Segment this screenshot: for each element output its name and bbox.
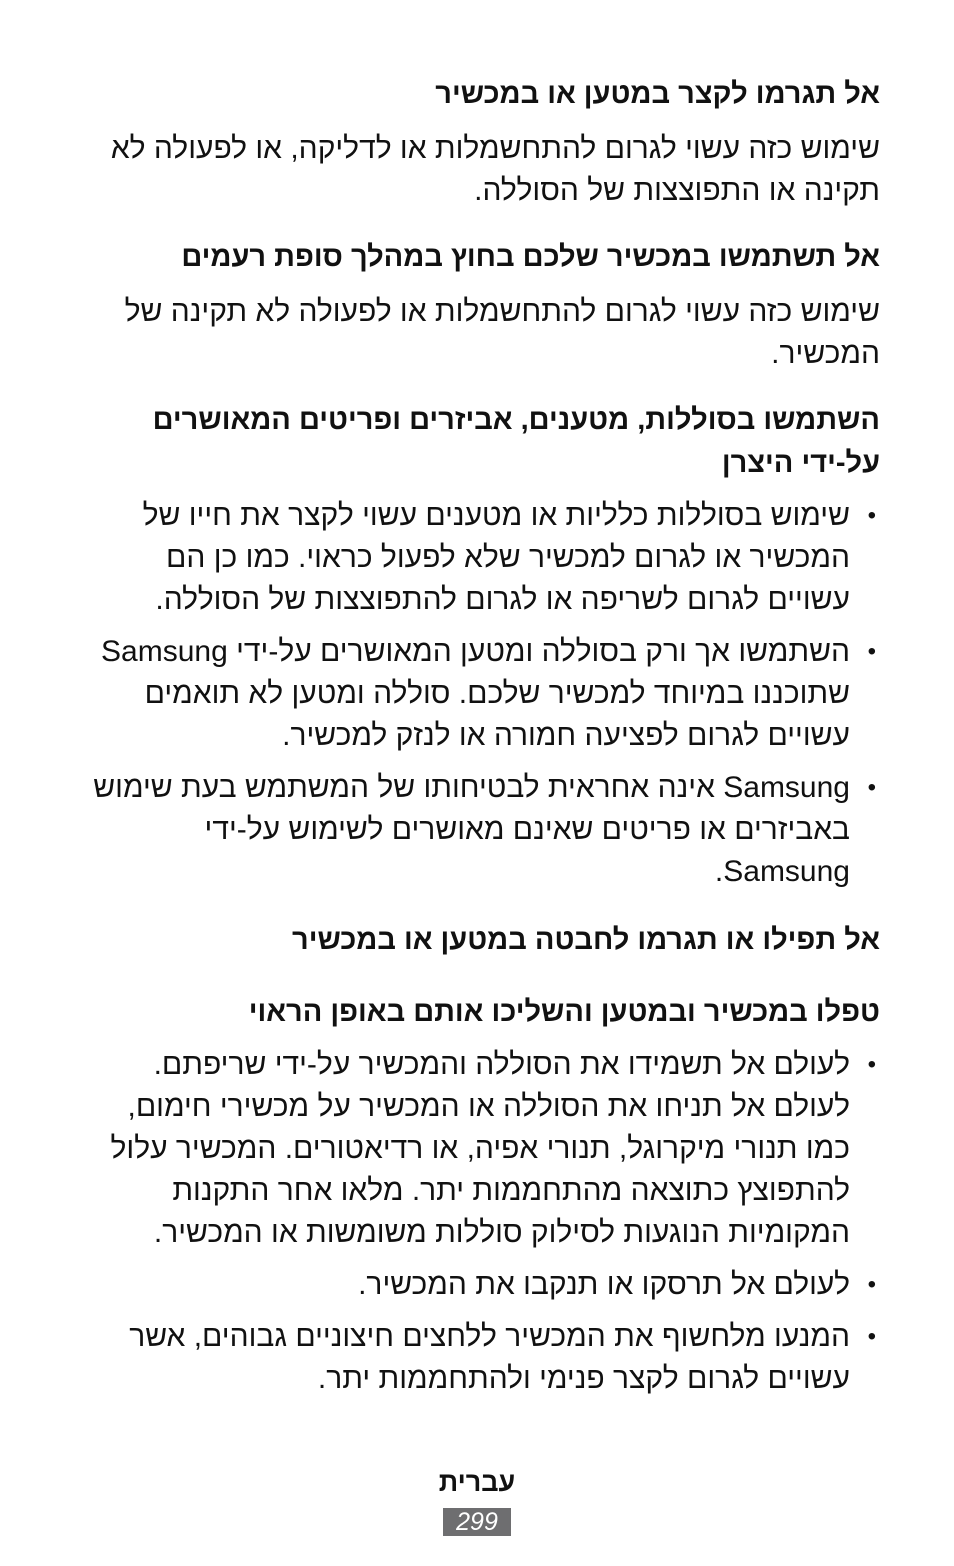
section-heading: טפלו במכשיר ובמטען והשליכו אותם באופן הראוי <box>248 996 880 1028</box>
section-heading: אל תשתמשו במכשיר שלכם בחוץ במהלך סופת רעמים <box>181 241 880 273</box>
section-heading: השתמשו בסוללות, מטענים, אביזרים ופריטים המאושרים על-ידי היצרן <box>152 404 880 479</box>
section-approved-accessories <box>78 399 880 893</box>
footer-language: עברית <box>438 1467 516 1497</box>
section-heading: אל תפילו או תגרמו לחבטה במטען או במכשיר <box>292 924 880 956</box>
list-item: • המנעו מלחשוף את המכשיר ללחצים חיצוניים גבוהים, אשר עשויים לגרום לקצר פנימי ולהתחממות יתר. <box>78 1316 880 1400</box>
list-item: • לעולם אל תשמידו את הסוללה והמכשיר על-ידי שריפתם. לעולם אל תניחו את הסוללה או המכשיר על מכשירי חימום, כמו תנורי מיקרוגל, תנורי אפיה, או רדיאטורים. המכשיר עלול להתפוצץ כתוצאה מהתחממות יתר. מלאו אחר התקנות המקומיות הנוגעות לסילוק סוללות משומשות או המכשיר. <box>78 1044 880 1254</box>
section-disposal <box>78 991 880 1400</box>
bullet-list <box>78 495 880 893</box>
section-paragraph: שימוש כזה עשוי לגרום להתחשמלות או לדליקה, או לפעולה לא תקינה או התפוצצות של הסוללה. <box>110 132 880 207</box>
list-item: • שימוש בסוללות כלליות או מטענים עשוי לקצר את חייו של המכשיר או לגרום למכשיר שלא לפעול כראוי. כמו כן הם עשויים לגרום לשריפה או לגרום להתפוצצות של הסוללה. <box>78 495 880 621</box>
list-item: • השתמשו אך ורק בסוללה ומטען המאושרים על-ידי Samsung שתוכננו במיוחד למכשיר שלכם. סוללה ומטען לא תואמים עשויים לגרום לפציעה חמורה או לנזק למכשיר. <box>78 631 880 757</box>
section-heading: אל תגרמו לקצר במטען או במכשיר <box>435 78 880 110</box>
section-thunderstorm <box>78 236 880 375</box>
section-paragraph: שימוש כזה עשוי לגרום להתחשמלות או לפעולה לא תקינה של המכשיר. <box>124 295 880 370</box>
page-number: 299 <box>443 1508 511 1536</box>
section-no-short-circuit <box>78 73 880 212</box>
list-item: • לעולם אל תרסקו או תנקבו את המכשיר. <box>78 1264 880 1306</box>
section-no-drop <box>78 919 880 962</box>
bullet-list <box>78 1044 880 1400</box>
list-item: • Samsung אינה אחראית לבטיחותו של המשתמש בעת שימוש באביזרים או פריטים שאינם מאושרים לשימוש על-ידי Samsung. <box>78 767 880 893</box>
